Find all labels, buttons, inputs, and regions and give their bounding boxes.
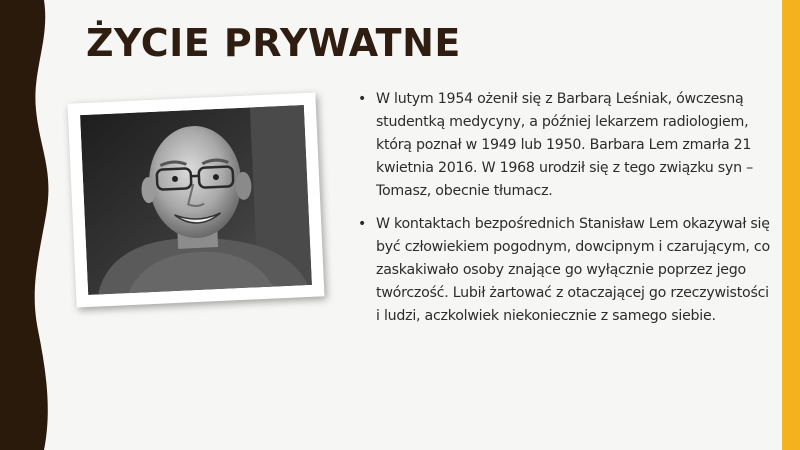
bullet-item-marriage [358,88,770,203]
portrait-photo [68,92,325,307]
left-decorative-band [0,0,60,450]
bullet-icon: • [358,91,367,107]
right-accent-bar [782,0,800,450]
bullet-text: W kontaktach bezpośrednich Stanisław Lem okazywał się być człowiekiem pogodnym, dowcipnym i czarującym, co zaskakiwało osoby znające go wyłącznie poprzez jego twórczość. Lubił żartować z otaczającej go rzeczywistości i ludzi, aczkolwiek niekoniecznie z samego siebie. [376,216,770,324]
bullet-list [358,88,770,338]
portrait-photo-image [80,105,312,295]
bullet-icon: • [358,216,367,232]
bullet-item-personality [358,213,770,328]
slide-title: ŻYCIE PRYWATNE [86,21,461,65]
bullet-text: W lutym 1954 ożenił się z Barbarą Leśniak, ówczesną studentką medycyny, a później lekarzem radiologiem, którą poznał w 1949 lub 1950. Barbara Lem zmarła 21 kwietnia 2016. W 1968 urodził się z tego związku syn – Tomasz, obecnie tłumacz. [376,91,753,199]
